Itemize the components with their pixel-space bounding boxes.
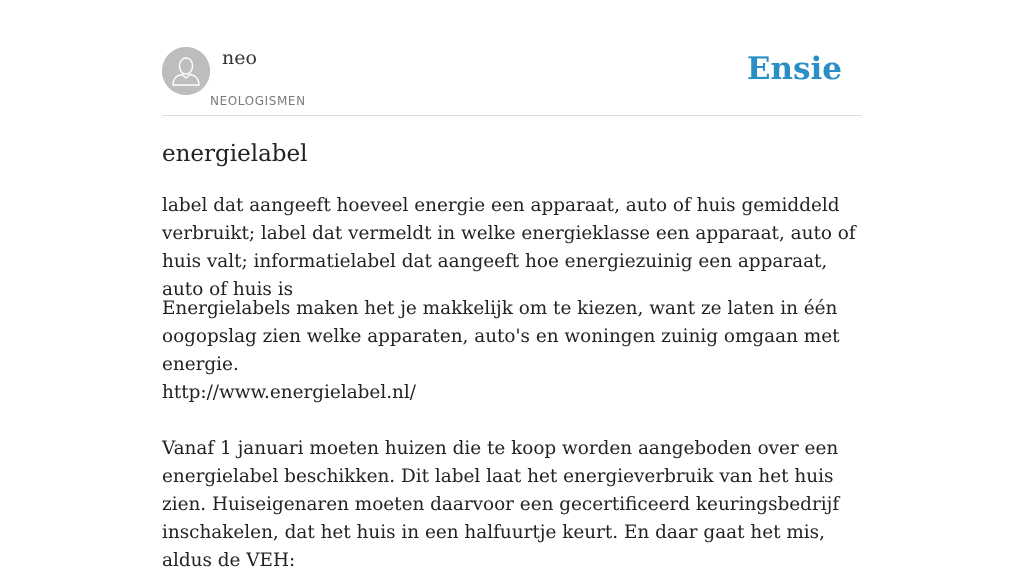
entry-title: energielabel (162, 141, 308, 167)
header (162, 0, 862, 116)
example-spacer (162, 407, 862, 435)
example-source-link[interactable]: http://www.energielabel.nl/ (162, 382, 416, 403)
entry-example (162, 295, 862, 575)
category-label[interactable]: NEOLOGISMEN (210, 94, 306, 108)
entry-definition: label dat aangeeft hoeveel energie een apparaat, auto of huis gemiddeld verbruikt; label dat vermeldt in welke energieklasse een apparaat, auto of huis valt; informatielabel dat aangeeft hoe energiezuinig een apparaat, auto of huis is (162, 195, 856, 300)
site-logo[interactable]: Ensie (746, 51, 842, 87)
example-text-1: Energielabels maken het je makkelijk om te kiezen, want ze laten in één oogopslag zien welke apparaten, auto's en woningen zuinig omgaan met energie. (162, 298, 840, 375)
user-avatar-icon[interactable] (162, 47, 210, 95)
content-container (162, 0, 862, 571)
example-text-2: Vanaf 1 januari moeten huizen die te koop worden aangeboden over een energielabel beschikken. Dit label laat het energieverbruik van het huis zien. Huiseigenaren moeten daarvoor een gecertificeerd keuringsbedrijf inschakelen, dat het huis in een halfuurtje keurt. En daar gaat het mis, aldus de VEH: (162, 438, 840, 571)
username-link[interactable]: neo (222, 47, 257, 69)
